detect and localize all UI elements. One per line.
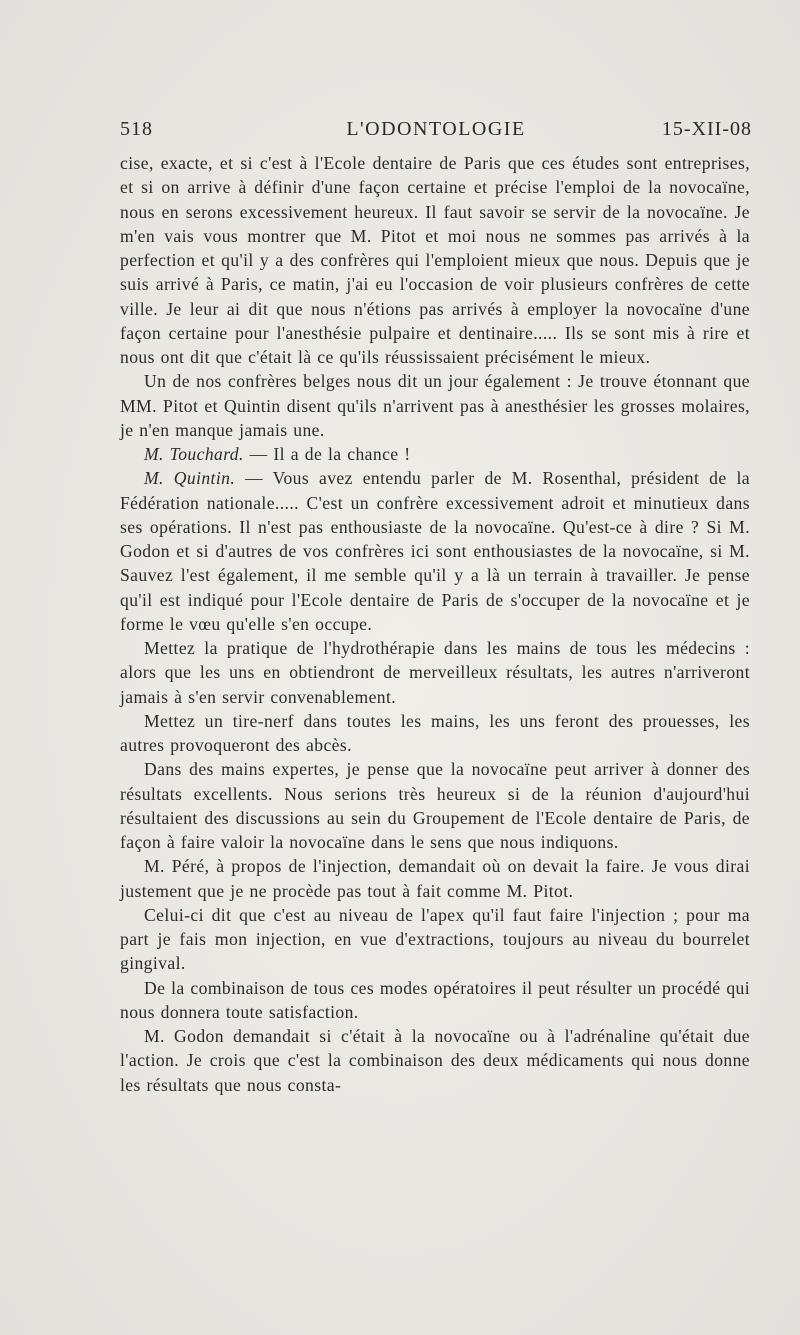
paragraph — [120, 854, 750, 903]
paragraph — [120, 466, 750, 636]
paragraph — [120, 636, 750, 709]
paragraph-text: — Il a de la chance ! — [243, 444, 411, 464]
paragraph — [120, 369, 750, 442]
paragraph — [120, 903, 750, 976]
page-number: 518 — [120, 118, 153, 140]
running-header — [120, 118, 752, 146]
journal-title: L'ODONTOLOGIE — [346, 118, 526, 140]
paragraph-text: Dans des mains expertes, je pense que la novocaïne peut arriver à donner des résultats excellents. Nous serions très heureux si de la réunion d'aujourd'hui résultaient des discussions au sein du Groupement de l'Ecole dentaire de Paris, de façon à faire valoir la novocaïne dans le sens que nous indiquons. — [120, 759, 750, 852]
paragraph — [120, 442, 750, 466]
speaker-name: M. Quintin. — [144, 468, 236, 489]
page-body — [120, 151, 750, 1097]
paragraph-text: De la combinaison de tous ces modes opératoires il peut résulter un procédé qui nous donnera toute satisfaction. — [120, 977, 750, 1022]
paragraph-text: M. Godon demandait si c'était à la novocaïne ou à l'adrénaline qu'était due l'action. Je crois que c'est la combinaison des deux médicaments qui nous donne les résultats que nous consta- — [120, 1026, 750, 1095]
paragraph-text: Celui-ci dit que c'est au niveau de l'apex qu'il faut faire l'injection ; pour ma part je fais mon injection, en vue d'extractions, toujours au niveau du bourrelet gingival. — [120, 904, 750, 974]
paragraph-text: Mettez un tire-nerf dans toutes les mains, les uns feront des prouesses, les autres provoqueront des abcès. — [120, 710, 750, 755]
paragraph — [120, 1024, 750, 1097]
paragraph-text: cise, exacte, et si c'est à l'Ecole dentaire de Paris que ces études sont entreprises, et si on arrive à définir d'une façon certaine et précise l'emploi de la novocaïne, nous en serons excessivement heureux. Il faut savoir se servir de la novocaïne. Je m'en vais vous montrer que M. Pitot et moi nous ne sommes pas arrivés à la perfection et qu'il y a des confrères qui l'emploient mieux que nous. Depuis que je suis arrivé à Paris, ce matin, j'ai eu l'occasion de voir plusieurs confrères de cette ville. Je leur ai dit que nous n'étions pas arrivés à employer la novocaïne d'une façon certaine pour l'anesthésie pulpaire et dentinaire..... Ils se sont mis à rire et nous ont dit que c'était là ce qu'ils réussissaient précisément le mieux. — [120, 153, 750, 367]
paragraph — [120, 757, 750, 854]
paragraph-text: M. Péré, à propos de l'injection, demandait où on devait la faire. Je vous dirai justement que je ne procède pas tout à fait comme M. Pitot. — [120, 856, 750, 901]
paragraph — [120, 709, 750, 758]
paragraph-text: — Vous avez entendu parler de M. Rosenthal, président de la Fédération nationale..... C'est un confrère excessivement adroit et minutieux dans ses opérations. Il n'est pas enthousiaste de la novocaïne. Qu'est-ce à dire ? Si M. Godon et si d'autres de vos confrères ici sont enthousiastes de la novocaïne, si M. Sauvez l'est également, il me semble qu'il y a là un terrain à travailler. Je pense qu'il est indiqué pour l'Ecole dentaire de Paris de s'occuper de la novocaïne et je forme le vœu qu'elle s'en occupe. — [120, 468, 750, 634]
paragraph — [120, 976, 750, 1025]
paragraph-text: Mettez la pratique de l'hydrothérapie dans les mains de tous les médecins : alors que les uns en obtiendront de merveilleux résultats, les autres n'arriveront jamais à s'en servir convenablement. — [120, 638, 750, 707]
speaker-name: M. Touchard. — [144, 444, 244, 464]
paragraph-text: Un de nos confrères belges nous dit un jour également : Je trouve étonnant que MM. Pitot et Quintin disent qu'ils n'arrivent pas à anesthésier les grosses molaires, je n'en manque jamais une. — [120, 371, 750, 440]
issue-date: 15-XII-08 — [661, 118, 752, 140]
paragraph — [120, 151, 750, 369]
